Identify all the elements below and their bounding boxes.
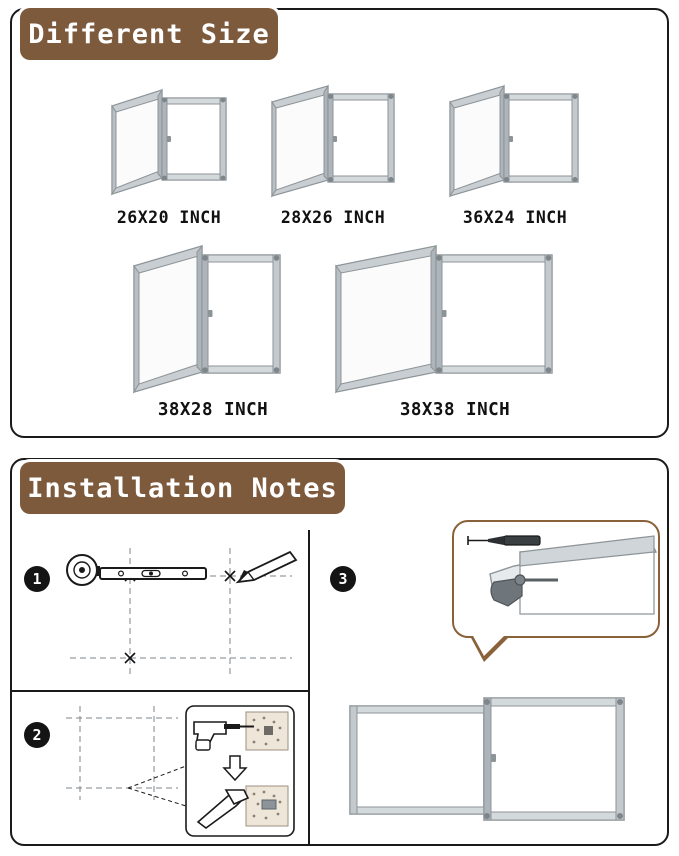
step-number-2: 2 (24, 722, 50, 748)
wall-anchor-icon (468, 536, 540, 545)
step3-callout (452, 520, 660, 638)
size-label-36x24: 36X24 INCH (462, 208, 568, 227)
step2-illustration (58, 700, 298, 840)
step-number-3: 3 (330, 566, 356, 592)
divider-vertical (308, 530, 310, 844)
step1-illustration (60, 538, 300, 683)
whiteboard-illustration-26x20 (104, 86, 234, 196)
level-icon (100, 568, 206, 579)
pencil-icon (238, 552, 296, 582)
different-size-banner: Different Size (20, 8, 278, 60)
whiteboard-illustration-38x28 (126, 240, 288, 398)
divider-horizontal (12, 690, 308, 692)
size-label-26x20: 26X20 INCH (116, 208, 222, 227)
whiteboard-illustration-28x26 (266, 82, 402, 200)
whiteboard-illustration-36x24 (444, 82, 586, 200)
size-label-38x28: 38X28 INCH (157, 400, 269, 420)
callout-tail-inner (472, 634, 506, 656)
step-number-1: 1 (24, 566, 50, 592)
whiteboard-illustration-38x38 (326, 240, 562, 398)
installation-notes-banner: Installation Notes (20, 462, 345, 514)
size-label-28x26: 28X26 INCH (280, 208, 386, 227)
tape-measure-icon (67, 555, 100, 585)
step3-illustration (340, 688, 640, 834)
size-label-38x38: 38X38 INCH (399, 400, 511, 420)
